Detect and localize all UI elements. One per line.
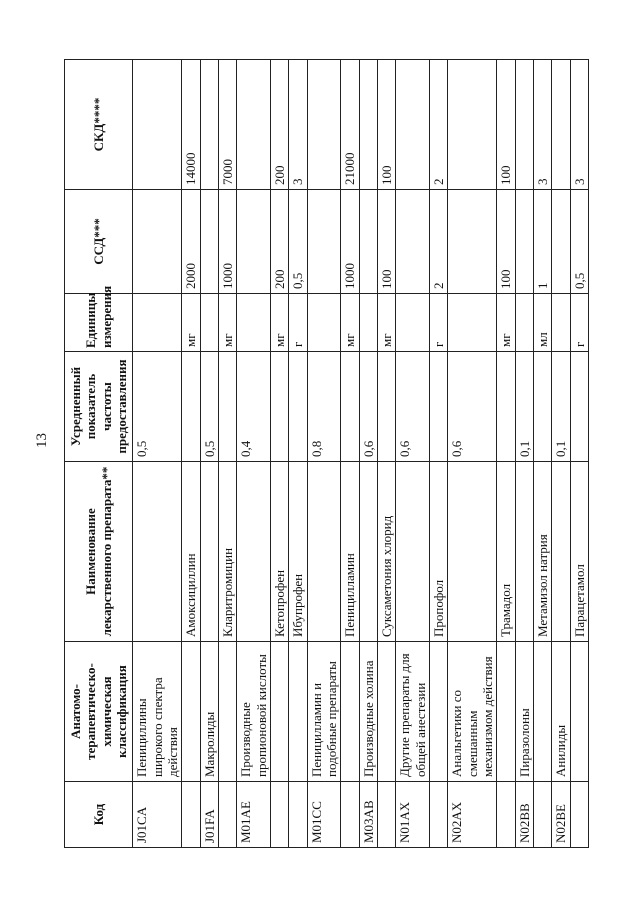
cell-unit: г [429,294,447,352]
cell-avg: 0,1 [552,352,570,462]
cell-code: N02BE [552,782,570,848]
cell-unit [200,294,218,352]
cell-name [396,462,430,642]
cell-ssd [448,190,497,294]
cell-code [270,782,288,848]
cell-name: Суксаметония хлорид [377,462,395,642]
cell-code [497,782,515,848]
cell-code: N02AX [448,782,497,848]
cell-atc: Пенициллины широкого спектра действия [133,642,182,782]
cell-skd [307,60,341,190]
cell-code: M03AB [359,782,377,848]
cell-name: Пеницилламин [341,462,359,642]
cell-code [429,782,447,848]
cell-code [533,782,551,848]
cell-avg: 0,6 [396,352,430,462]
header-code: Код [65,782,133,848]
cell-atc [270,642,288,782]
cell-avg [497,352,515,462]
header-ssd: ССД*** [65,190,133,294]
table-row [448,60,497,848]
cell-skd: 3 [570,60,588,190]
cell-ssd: 200 [270,190,288,294]
cell-avg: 0,4 [237,352,271,462]
table-row [429,60,447,848]
cell-avg [429,352,447,462]
cell-name: Трамадол [497,462,515,642]
table-header-row [65,60,133,848]
cell-ssd: 1000 [218,190,236,294]
rotated-table-container [64,60,587,848]
cell-unit [237,294,271,352]
cell-code [341,782,359,848]
cell-skd: 200 [270,60,288,190]
cell-skd [515,60,533,190]
cell-code: J01CA [133,782,182,848]
cell-unit [552,294,570,352]
cell-code: M01CC [307,782,341,848]
cell-atc: Пеницилламин и подобные препараты [307,642,341,782]
cell-avg: 0,6 [359,352,377,462]
table-row [570,60,588,848]
cell-code [182,782,200,848]
cell-avg [341,352,359,462]
cell-name [552,462,570,642]
cell-code: N02BB [515,782,533,848]
cell-unit [396,294,430,352]
cell-skd [200,60,218,190]
cell-skd: 3 [289,60,307,190]
cell-unit [307,294,341,352]
cell-code [289,782,307,848]
cell-atc [570,642,588,782]
table-row [515,60,533,848]
cell-skd: 100 [377,60,395,190]
table-row [218,60,236,848]
table-row [289,60,307,848]
cell-unit [359,294,377,352]
cell-skd [359,60,377,190]
cell-unit [448,294,497,352]
table-row [307,60,341,848]
cell-ssd [359,190,377,294]
cell-avg [289,352,307,462]
cell-unit: мг [377,294,395,352]
cell-avg: 0,5 [133,352,182,462]
cell-skd: 2 [429,60,447,190]
cell-skd: 21000 [341,60,359,190]
cell-unit: мл [533,294,551,352]
cell-skd [552,60,570,190]
cell-ssd: 1000 [341,190,359,294]
cell-avg [270,352,288,462]
cell-unit: мг [218,294,236,352]
cell-ssd: 1 [533,190,551,294]
cell-ssd [237,190,271,294]
header-avg: Усредненный показатель частоты предоставления [65,352,133,462]
table-row [533,60,551,848]
cell-name [200,462,218,642]
cell-avg: 0,1 [515,352,533,462]
cell-ssd: 0,5 [289,190,307,294]
table-row [341,60,359,848]
cell-avg [533,352,551,462]
cell-name: Кларитромицин [218,462,236,642]
cell-ssd: 0,5 [570,190,588,294]
table-row [396,60,430,848]
cell-name [359,462,377,642]
cell-name [237,462,271,642]
cell-atc: Анальгетики со смешанным механизмом действия [448,642,497,782]
cell-unit [133,294,182,352]
table-row [377,60,395,848]
cell-name: Метамизол натрия [533,462,551,642]
cell-ssd [552,190,570,294]
cell-name: Пропофол [429,462,447,642]
cell-ssd: 2000 [182,190,200,294]
cell-code [218,782,236,848]
cell-atc [218,642,236,782]
cell-skd [237,60,271,190]
cell-unit: г [289,294,307,352]
cell-atc [341,642,359,782]
cell-name [448,462,497,642]
cell-atc: Пиразолоны [515,642,533,782]
table-row [133,60,182,848]
cell-avg: 0,6 [448,352,497,462]
table-row [552,60,570,848]
cell-ssd: 100 [497,190,515,294]
table-row [182,60,200,848]
cell-atc [377,642,395,782]
header-atc: Анатомо-терапевтическо-химическая классификация [65,642,133,782]
table-row [359,60,377,848]
cell-name [133,462,182,642]
cell-skd: 3 [533,60,551,190]
drug-table [64,59,589,848]
table-row [200,60,218,848]
cell-atc [497,642,515,782]
cell-name: Парацетамол [570,462,588,642]
cell-avg [377,352,395,462]
cell-code: N01AX [396,782,430,848]
page-number: 13 [34,433,50,448]
cell-skd [133,60,182,190]
cell-atc: Анилиды [552,642,570,782]
cell-unit: мг [270,294,288,352]
cell-atc: Макролиды [200,642,218,782]
table-row [270,60,288,848]
cell-ssd [396,190,430,294]
cell-atc: Производные пропионовой кислоты [237,642,271,782]
cell-atc [289,642,307,782]
cell-name: Ибупрофен [289,462,307,642]
cell-unit: мг [341,294,359,352]
cell-atc [182,642,200,782]
table-row [237,60,271,848]
cell-name [515,462,533,642]
cell-ssd [133,190,182,294]
cell-avg: 0,5 [200,352,218,462]
cell-skd: 14000 [182,60,200,190]
cell-unit: мг [497,294,515,352]
header-skd: СКД**** [65,60,133,190]
cell-ssd [200,190,218,294]
cell-atc [533,642,551,782]
cell-ssd [515,190,533,294]
cell-atc: Производные холина [359,642,377,782]
header-unit: Единицы измерения [65,294,133,352]
cell-unit [515,294,533,352]
cell-skd [448,60,497,190]
cell-unit: г [570,294,588,352]
cell-ssd: 2 [429,190,447,294]
cell-avg: 0,8 [307,352,341,462]
cell-skd [396,60,430,190]
cell-avg [218,352,236,462]
cell-code [377,782,395,848]
cell-name [307,462,341,642]
cell-skd: 7000 [218,60,236,190]
cell-skd: 100 [497,60,515,190]
header-name: Наименование лекарственного препарата** [65,462,133,642]
cell-atc [429,642,447,782]
cell-atc: Другие препараты для общей анестезии [396,642,430,782]
cell-ssd [307,190,341,294]
cell-avg [182,352,200,462]
cell-name: Амоксициллин [182,462,200,642]
table-body [133,60,589,848]
cell-unit: мг [182,294,200,352]
cell-avg [570,352,588,462]
cell-ssd: 100 [377,190,395,294]
cell-name: Кетопрофен [270,462,288,642]
cell-code [570,782,588,848]
table-row [497,60,515,848]
cell-code: J01FA [200,782,218,848]
cell-code: M01AE [237,782,271,848]
